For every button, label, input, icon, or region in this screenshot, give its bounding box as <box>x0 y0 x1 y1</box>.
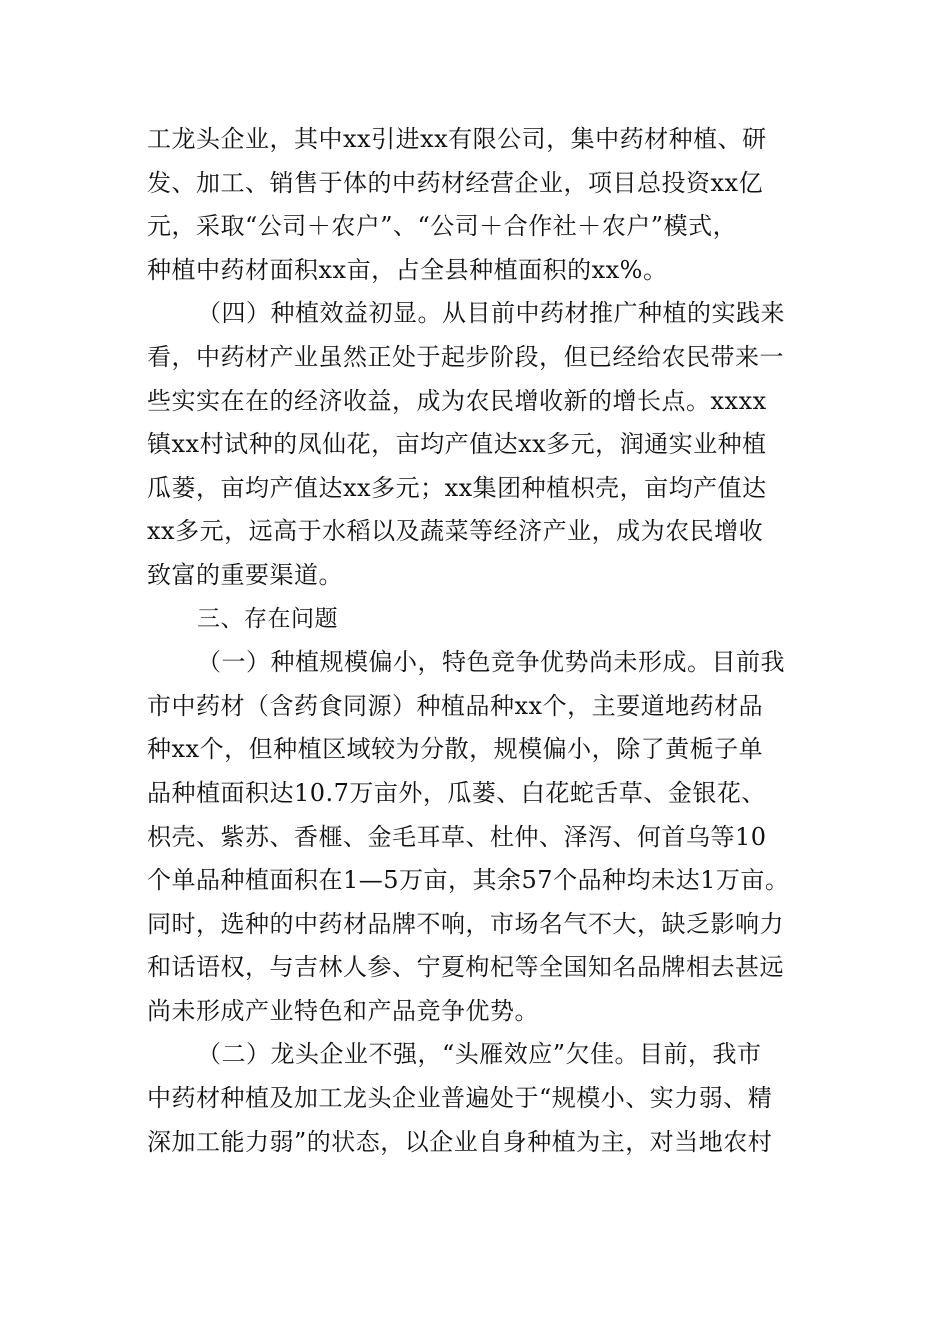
text-line: xx多元，远高于水稻以及蔬菜等经济产业，成为农民增收 <box>147 517 764 546</box>
text-line: 枳壳、紫苏、香榧、金毛耳草、杜仲、泽泻、何首乌等10 <box>147 822 767 851</box>
text-line: 同时，选种的中药材品牌不响，市场名气不大，缺乏影响力 <box>147 909 784 938</box>
text-line: 种xx个，但种植区域较为分散，规模偏小，除了黄栀子单 <box>147 735 764 764</box>
section-heading: 三、存在问题 <box>197 605 338 632</box>
text-line: 些实实在在的经济收益，成为农民增收新的增长点。xxxx <box>147 386 767 415</box>
text-line: 中药材种植及加工龙头企业普遍处于“规模小、实力弱、精 <box>147 1084 773 1113</box>
text-line: 深加工能力弱”的状态，以企业自身种植为主，对当地农村 <box>147 1127 773 1156</box>
text-line: 瓜蒌，亩均产值达xx多元；xx集团种植枳壳，亩均产值达 <box>147 473 767 502</box>
text-line: 致富的重要渠道。 <box>147 560 343 589</box>
text-line: 市中药材（含药食同源）种植品种xx个，主要道地药材品 <box>147 691 764 720</box>
text-line: 镇xx村试种的凤仙花，亩均产值达xx多元，润通实业种植 <box>147 430 767 459</box>
text-line: 个单品种植面积在1—5万亩，其余57个品种均未达1万亩。 <box>147 866 790 895</box>
text-line: 看，中药材产业虽然正处于起步阶段，但已经给农民带来一 <box>147 342 784 371</box>
paragraph-start-line: （二）龙头企业不强，“头雁效应”欠佳。目前，我市 <box>197 1040 762 1069</box>
text-line: 发、加工、销售于体的中药材经营企业，项目总投资xx亿 <box>147 168 764 197</box>
paragraph-start-line: （一）种植规模偏小，特色竞争优势尚未形成。目前我 <box>197 648 785 677</box>
document-body <box>147 118 817 1164</box>
text-line: 品种植面积达10.7万亩外，瓜蒌、白花蛇舌草、金银花、 <box>147 778 766 807</box>
text-line: 工龙头企业，其中xx引进xx有限公司，集中药材种植、研 <box>147 125 767 153</box>
text-line: 尚未形成产业特色和产品竞争优势。 <box>147 996 539 1025</box>
text-line: 和话语权，与吉林人参、宁夏枸杞等全国知名品牌相去甚远 <box>147 953 784 982</box>
paragraph-start-line: （四）种植效益初显。从目前中药材推广种植的实践来 <box>197 299 785 328</box>
text-line: 元，采取“公司＋农户”、“公司＋合作社＋农户”模式， <box>147 212 738 241</box>
text-line: 种植中药材面积xx亩，占全县种植面积的xx%。 <box>147 255 668 284</box>
